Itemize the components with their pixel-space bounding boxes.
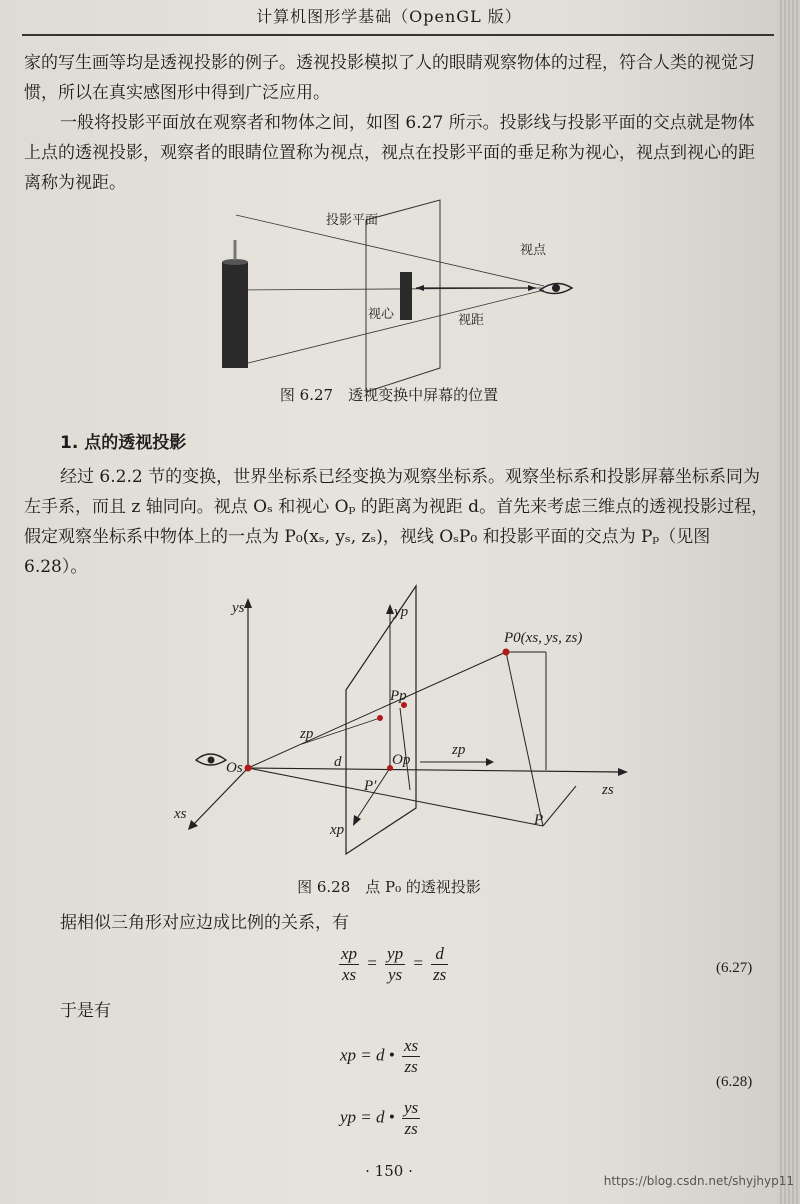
label-zp-mid: zp [452, 742, 466, 758]
figure-6-27-caption: 图 6.27 透视变换中屏幕的位置 [279, 386, 499, 404]
paragraph-1: 家的写生画等均是透视投影的例子。透视投影模拟了人的眼睛观察物体的过程，符合人类的视觉习惯，所以在真实感图形中得到广泛应用。 [24, 53, 755, 103]
page-edge [778, 0, 800, 1204]
label-op: Op [392, 752, 411, 768]
label-zs: zs [602, 782, 614, 798]
figure-6-28-caption: 图 6.28 点 P₀ 的透视投影 [297, 878, 481, 896]
point-mid [377, 715, 383, 721]
sight-line-os-p0 [248, 652, 506, 768]
label-p0: P0(xs, ys, zs) [504, 630, 583, 646]
label-os: Os [226, 760, 243, 776]
label-pp: Pp [390, 688, 407, 704]
watermark: https://blog.csdn.net/shyjhyp11 [603, 1174, 794, 1188]
section-heading: 1. 点的透视投影 [60, 433, 187, 453]
equation-6-28-y: yp = d • $\frac{ys}{zs}$ [340, 1098, 419, 1138]
axis-zs [248, 768, 620, 772]
label-d: d [334, 754, 342, 770]
page-number: · 150 · [365, 1162, 413, 1180]
label-p: P [534, 812, 544, 828]
equation-6-28-x: xp = d • $\frac{xs}{zs}$ [340, 1036, 419, 1076]
paragraph-5: 于是有 [60, 1001, 111, 1021]
axis-xs [192, 768, 248, 826]
axis-xp [356, 768, 390, 820]
equation-number-6-27: (6.27) [716, 960, 753, 976]
equation-number-6-28: (6.28) [716, 1074, 753, 1090]
label-view-center: 视心 [368, 307, 395, 322]
label-viewpoint: 视点 [520, 243, 547, 258]
paragraph-3: 经过 6.2.2 节的变换，世界坐标系已经变换为观察坐标系。观察坐标系和投影屏幕坐标系同为左手系，而且 z 轴同向。视点 Oₛ 和视心 Oₚ 的距离为视距 d。首先来考虑三维点的透视投影过程，假定观察坐标系中物体上的一点为 P₀(xₛ, yₛ, zₛ)，视线 OₛP₀ 和投影平面的交点为 Pₚ（见图 6.28）。 [24, 467, 769, 577]
label-yp: yp [394, 604, 409, 620]
paragraph-4: 据相似三角形对应边成比例的关系，有 [60, 913, 349, 933]
running-header: 计算机图形学基础（OpenGL 版） [256, 7, 522, 26]
label-view-distance: 视距 [458, 313, 485, 328]
label-zp-top: zp [300, 726, 314, 742]
equation-6-27: $\frac{xp}{xs}$ = $\frac{yp}{ys}$ = $\frac{d}{zs}$ [341, 944, 447, 984]
point-p0 [503, 649, 510, 656]
label-xp: xp [330, 822, 345, 838]
label-p-prime: P′ [364, 778, 377, 794]
label-ys: ys [232, 600, 245, 616]
line-os-p [248, 768, 543, 826]
point-os [245, 765, 252, 772]
label-projection-plane: 投影平面 [326, 213, 379, 228]
line-p0-p [506, 652, 543, 826]
paragraph-2: 一般将投影平面放在观察者和物体之间，如图 6.27 所示。投影线与投影平面的交点就是物体上点的透视投影，观察者的眼睛位置称为视点，视点在投影平面的垂足称为视心，视点到视心的距离称为视距。 [24, 113, 755, 193]
label-xs: xs [174, 806, 187, 822]
